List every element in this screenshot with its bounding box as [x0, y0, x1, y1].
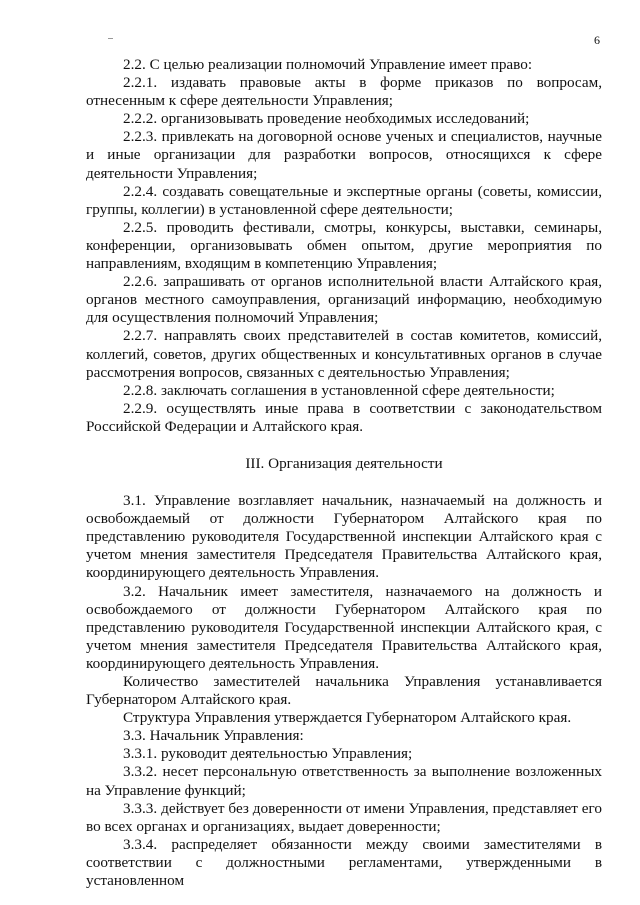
section-title: III. Организация деятельности	[245, 454, 443, 472]
page-number: 6	[594, 33, 600, 47]
paragraph-3-3: 3.3. Начальник Управления:	[123, 727, 304, 745]
paragraph-structure: Структура Управления утверждается Губернатором Алтайского края.	[123, 709, 572, 727]
paragraph-2-2-3: 2.2.3. привлекать на договорной основе ученых и специалистов, научные и иные организации для разработки вопросов, относящихся к сфере деятельности Управления;	[86, 128, 602, 182]
paragraph-2-2-4: 2.2.4. создавать совещательные и экспертные органы (советы, комиссии, группы, коллегии) в установленной сфере деятельности;	[86, 182, 602, 218]
document-body	[86, 56, 602, 890]
paragraph-2-2-8: 2.2.8. заключать соглашения в установленной сфере деятельности;	[123, 381, 555, 399]
paragraph-3-2: 3.2. Начальник имеет заместителя, назначаемого на должность и освобождаемого от должности Губернатором Алтайского края по представлению руководителя Государственной инспекции Алтайского края, с учетом мнения заместителя Председателя Правительства Алтайского края, координирующего деятельность Управления.	[86, 582, 602, 672]
paragraph-3-3-4: 3.3.4. распределяет обязанности между своими заместителями в соответствии с должностными регламентами, утвержденными в установленном	[86, 835, 602, 890]
paragraph-2-2-9: 2.2.9. осуществлять иные права в соответствии с законодательством Российской Федерации и Алтайского края.	[86, 399, 602, 435]
paragraph-3-3-3: 3.3.3. действует без доверенности от имени Управления, представляет его во всех органах и организациях, выдает доверенности;	[86, 799, 602, 835]
paragraph-2-2-1: 2.2.1. издавать правовые акты в форме приказов по вопросам, отнесенным к сфере деятельности Управления;	[86, 74, 602, 110]
paragraph-2-2-7: 2.2.7. направлять своих представителей в состав комитетов, комиссий, коллегий, советов, других общественных и консультативных органов в случае рассмотрения вопросов, связанных с деятельностью Управления;	[86, 327, 602, 381]
paragraph-3-3-2: 3.3.2. несет персональную ответственность за выполнение возложенных на Управление функций;	[86, 763, 602, 799]
paragraph-2-2-5: 2.2.5. проводить фестивали, смотры, конкурсы, выставки, семинары, конференции, организовывать обмен опытом, другие мероприятия по направлениям, входящим в компетенцию Управления;	[86, 218, 602, 273]
paragraph-2-2: 2.2. С целью реализации полномочий Управление имеет право:	[123, 56, 533, 73]
paragraph-2-2-2: 2.2.2. организовывать проведение необходимых исследований;	[123, 110, 530, 128]
margin-mark	[108, 38, 113, 39]
paragraph-3-3-1: 3.3.1. руководит деятельностью Управления;	[123, 745, 413, 763]
paragraph-3-1: 3.1. Управление возглавляет начальник, назначаемый на должность и освобождаемый от должности Губернатором Алтайского края по представлению руководителя Государственной инспекции Алтайского края с учетом мнения заместителя Председателя Правительства Алтайского края, координирующего деятельность Управления.	[86, 492, 602, 582]
paragraph-deputies-count: Количество заместителей начальника Управления устанавливается Губернатором Алтайского края.	[86, 673, 602, 709]
paragraph-2-2-6: 2.2.6. запрашивать от органов исполнительной власти Алтайского края, органов местного самоуправления, организаций информацию, необходимую для осуществления полномочий Управления;	[86, 273, 602, 327]
